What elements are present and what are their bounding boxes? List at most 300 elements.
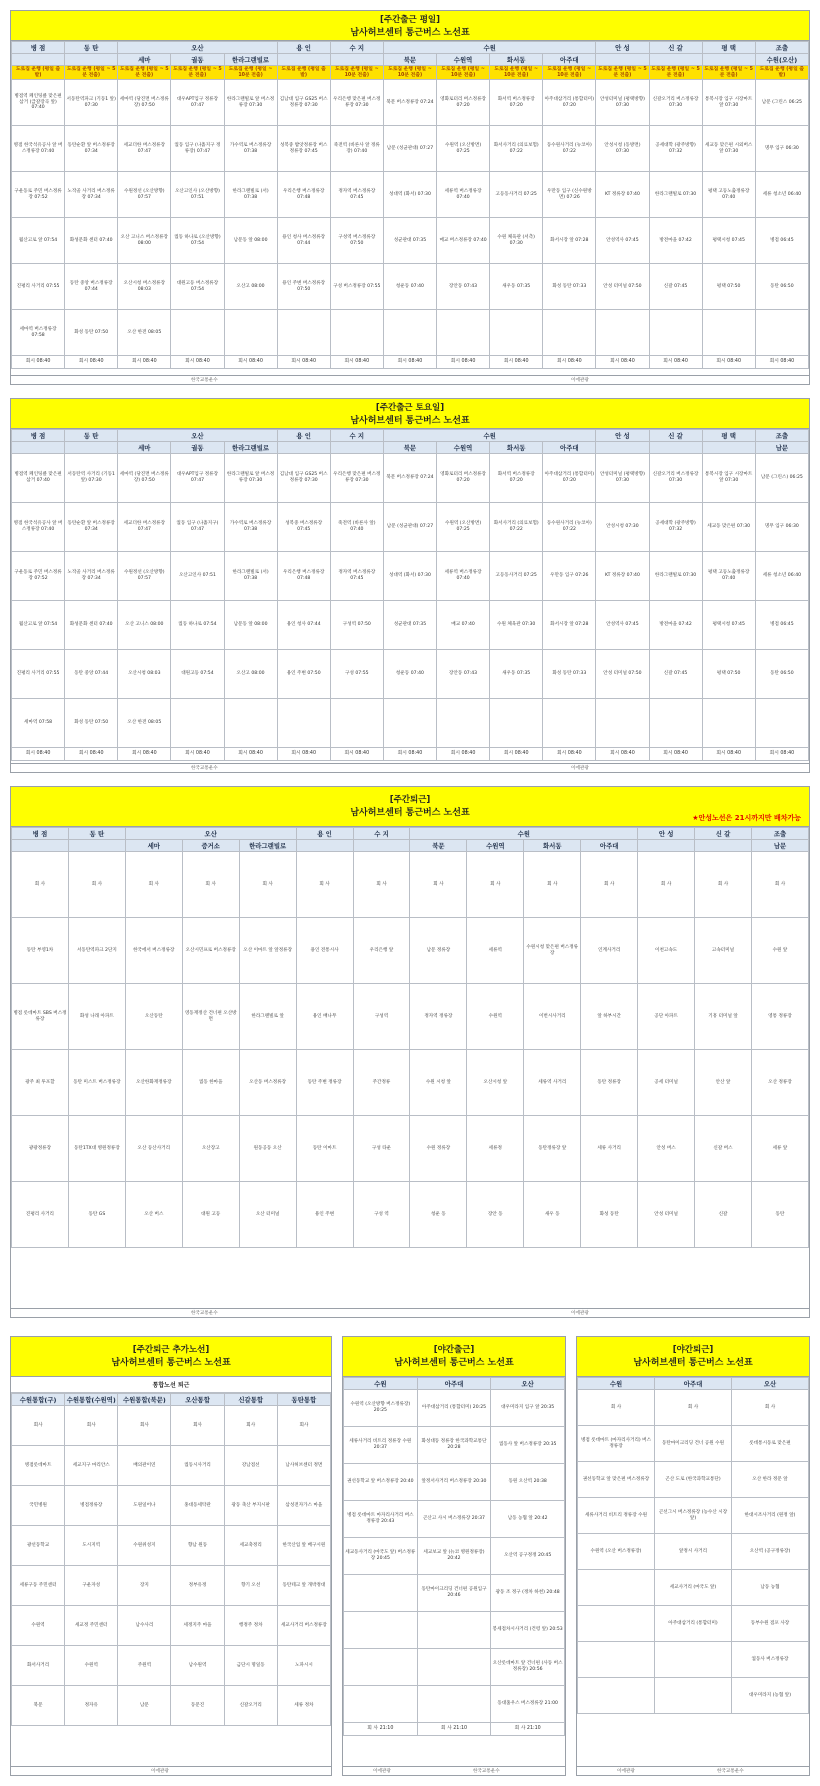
route-table — [343, 1377, 565, 1736]
stop-cell: 수원 앞 — [751, 918, 808, 984]
stop-cell: 세교사거리 (마국도 앞) — [655, 1570, 732, 1606]
stop-cell: 수원정선 (오산방향) 07:57 — [118, 552, 171, 601]
stop-cell: 노파시시 — [277, 1646, 330, 1686]
stop-cell: 동탄 이마트 — [296, 1116, 353, 1182]
stop-cell: 오산시민프로 버스정류장 — [182, 918, 239, 984]
stop-cell: 수원역 — [12, 1606, 65, 1646]
stop-cell: 오산 등산사거리 — [125, 1116, 182, 1182]
sheet-subtitle: 남사허브센터 통근버스 노선표 — [350, 808, 470, 818]
sub-header: 화서동 — [524, 840, 581, 852]
stop-cell: 구성 역 — [353, 1182, 410, 1248]
stop-cell: 세류사거리 비트리 정류장 수원 20:37 — [344, 1427, 418, 1464]
table-row — [344, 1612, 565, 1649]
stop-cell: 영화로터리 버스정류장 07:20 — [437, 454, 490, 503]
stop-cell: 영화로터리 버스정류장 07:20 — [437, 80, 490, 126]
table-row — [12, 454, 809, 503]
stop-cell: 고등동사거리 07:25 — [490, 172, 543, 218]
schedule-note: 도로집 운행 (평일 ~ 5분 전출) — [596, 66, 649, 80]
night-morning-sheet — [342, 1336, 566, 1776]
table-row — [12, 1606, 331, 1646]
sub-header: 아주대 — [581, 840, 638, 852]
stop-cell: 매교 버스정류장 07:40 — [437, 218, 490, 264]
sub-header — [702, 54, 755, 66]
group-header: 수원 — [410, 828, 638, 840]
schedule-note: 도로집 운행 (평일 ~ 10분 전출) — [383, 66, 436, 80]
schedule-note: 도로집 운행 (평일 ~ 5분 전출) — [118, 66, 171, 80]
stop-cell: 화서사거리 (의료보험) 07:22 — [490, 126, 543, 172]
return-cell: 회시 08:40 — [490, 356, 543, 369]
stop-cell: 동탄순환 앞 버스정류장 07:34 — [65, 503, 118, 552]
stop-cell: 금단시 명일동 — [224, 1646, 277, 1686]
sub-header — [12, 840, 69, 852]
stop-cell: 대우미라지 (농협 앞) — [732, 1678, 809, 1714]
stop-cell: 서동탄역 사거리 (기동1 앞) 07:30 — [65, 454, 118, 503]
stop-cell: 광동 조 정구 (정차 하천) 20:48 — [491, 1575, 565, 1612]
stop-cell: 오산동 버스정류장 — [239, 1050, 296, 1116]
table-row — [12, 852, 809, 918]
stop-cell: 용인 청사 07:44 — [277, 601, 330, 650]
stop-cell: 동탄 중앙 07:44 — [65, 650, 118, 699]
column-header: 수원통합(수원역) — [65, 1394, 118, 1406]
stop-cell — [171, 310, 224, 356]
table-row — [12, 601, 809, 650]
stop-cell: 세류 앞 — [751, 1116, 808, 1182]
stop-cell: 회 사 — [353, 852, 410, 918]
stop-cell: 세류역 — [467, 918, 524, 984]
operator-label: 이에관광 — [617, 1769, 635, 1774]
table-row — [344, 1686, 565, 1723]
stop-cell: 정부유정 — [171, 1566, 224, 1606]
stop-cell: 궐동사 버스정류장 — [732, 1642, 809, 1678]
stop-cell: 구성 버스정류장 07:55 — [330, 264, 383, 310]
stop-cell: 오산 정류장 — [751, 1050, 808, 1116]
stop-cell: 병점 롯데마트 (마자리사거리) 버스정류장 — [578, 1426, 655, 1462]
group-header: 조출 — [751, 828, 808, 840]
column-header: 신갈통합 — [224, 1394, 277, 1406]
table-row — [578, 1390, 809, 1426]
stop-cell: 안성시청 (동방면) 07:30 — [596, 126, 649, 172]
sub-header — [277, 54, 330, 66]
stop-cell: 정자역 버스정류장 07:45 — [330, 552, 383, 601]
stop-cell: 세류역 버스정류장 07:40 — [437, 552, 490, 601]
stop-cell: 동탄 — [751, 1182, 808, 1248]
stop-cell: 고등동사거리 07:25 — [490, 552, 543, 601]
stop-cell: 동탄1TX대 병원정류장 — [68, 1116, 125, 1182]
stop-cell: 신갈오거리 버스정류장 07:30 — [649, 80, 702, 126]
stop-cell: 회 사 — [581, 852, 638, 918]
stop-cell: KT 정류장 07:40 — [596, 172, 649, 218]
stop-cell: 회사 — [12, 1406, 65, 1446]
stop-cell — [330, 310, 383, 356]
stop-cell: 회사 — [118, 1406, 171, 1446]
stop-cell: 세류구동 주민센터 — [12, 1566, 65, 1606]
sheet-footer — [343, 1766, 565, 1775]
stop-cell: 회사 — [65, 1406, 118, 1446]
sub-header — [65, 442, 118, 454]
stop-cell: 대원고등 07:54 — [171, 650, 224, 699]
stop-cell: 궐동 입구 (나흙지구 정류장) 07:47 — [171, 126, 224, 172]
group-header: 평 택 — [702, 42, 755, 54]
group-header: 수원 — [383, 430, 596, 442]
return-cell: 회시 08:40 — [12, 356, 65, 369]
stop-cell: 청운동 07:40 — [383, 264, 436, 310]
stop-cell — [224, 310, 277, 356]
stop-cell: 신갈오거리 — [224, 1686, 277, 1726]
stop-cell: 세마역 (당진면 버스정류장) 07:50 — [118, 454, 171, 503]
stop-cell: 세류정 — [467, 1116, 524, 1182]
return-cell: 회시 08:40 — [543, 356, 596, 369]
stop-cell: 대원 고등 — [182, 1182, 239, 1248]
return-cell: 회시 08:40 — [171, 356, 224, 369]
stop-cell — [383, 310, 436, 356]
stop-cell: 궐동 하나로 (오산방향) 07:54 — [171, 218, 224, 264]
stop-cell: 우리은행 맞은편 버스정류장 07:30 — [330, 80, 383, 126]
stop-cell: 회 사 — [524, 852, 581, 918]
stop-cell: 권선동학교 앞 맞은편 버스정류장 — [578, 1462, 655, 1498]
stop-cell: 통복시장 입구 시장마트 앞 07:30 — [702, 80, 755, 126]
stop-cell: 아주대삼거리 (통합터미) 07:20 — [543, 454, 596, 503]
stop-cell: 화서시장 앞 07:28 — [543, 218, 596, 264]
stop-cell: 화성 나래 아파트 — [68, 984, 125, 1050]
stop-cell: 정자역 버스정류장 07:45 — [330, 172, 383, 218]
stop-cell — [490, 699, 543, 748]
stop-cell: 한국에서 버스정류장 — [125, 918, 182, 984]
group-header: 신 갈 — [695, 828, 752, 840]
stop-cell: 회사 — [224, 1406, 277, 1446]
stop-cell: 회 사 — [12, 852, 69, 918]
stop-cell: 우리은행 버스정류장 07:48 — [277, 552, 330, 601]
return-cell: 회시 08:40 — [65, 748, 118, 761]
sub-header — [12, 54, 65, 66]
stop-cell — [702, 310, 755, 356]
stop-cell: 신갈 07:45 — [649, 264, 702, 310]
schedule-note: 도로집 운행 (평일 ~ 5분 전출) — [171, 66, 224, 80]
route-table — [11, 41, 809, 369]
stop-cell: 회 사 — [751, 852, 808, 918]
sub-header: 세마 — [118, 54, 171, 66]
header-row — [578, 1378, 809, 1390]
return-cell: 회 사 21:10 — [491, 1723, 565, 1736]
stop-cell: 노작골 사거리 버스정류장 07:34 — [65, 172, 118, 218]
stop-cell — [437, 699, 490, 748]
group-header: 동 탄 — [65, 430, 118, 442]
stop-cell: 동대홈우스 버스정류장 21:00 — [491, 1686, 565, 1723]
stop-cell: 안성터미널 (평택방향) 07:30 — [596, 454, 649, 503]
stop-cell: 용인 주변 07:50 — [277, 650, 330, 699]
schedule-note: 도로집 운행 (평일 ~ 10분 전출) — [437, 66, 490, 80]
group-header: 안 성 — [596, 430, 649, 442]
column-header: 오산 — [491, 1378, 565, 1390]
sheet-banner — [11, 11, 809, 41]
stop-cell: 수원시청 맞은편 버스정류장 — [524, 918, 581, 984]
operator-label: 한국교통운수 — [191, 378, 218, 383]
route-table — [11, 429, 809, 761]
stop-cell: 수원정선 (오산방향) 07:57 — [118, 172, 171, 218]
schedule-note-row — [12, 66, 809, 80]
stop-cell: 월산고로 앞 07:54 — [12, 601, 65, 650]
sheet-banner — [343, 1337, 565, 1377]
schedule-note: 도로집 운행 (평일 ~ 10분 전출) — [224, 66, 277, 80]
sheet-title: [주간출근 토요일] — [375, 403, 445, 413]
schedule-note: 도로집 운행 (평일 출발) — [12, 66, 65, 80]
sub-header: 남문 — [755, 442, 808, 454]
stop-cell: 북문 버스정류장 07:24 — [383, 80, 436, 126]
stop-cell: 회 사 — [638, 852, 695, 918]
stop-cell: 세마역 07:58 — [12, 699, 65, 748]
sub-header-row — [12, 54, 809, 66]
stop-cell — [417, 1649, 491, 1686]
stop-cell: 남문 (그린스) 06:25 — [755, 454, 808, 503]
stop-cell: 성복중 버스정류장 07:45 — [277, 503, 330, 552]
stop-cell: 가수역로 버스정류장 07:38 — [224, 503, 277, 552]
stop-cell: 우리은행 맞은편 버스정류장 07:30 — [330, 454, 383, 503]
table-row — [12, 1686, 331, 1726]
stop-cell: 평택 07:50 — [702, 650, 755, 699]
operator-label: 한국교통운수 — [191, 1311, 218, 1316]
stop-cell: 수원역 (오산방면) 07:25 — [437, 126, 490, 172]
column-header: 수원통합(북문) — [118, 1394, 171, 1406]
stop-cell: 공세 터미널 — [638, 1050, 695, 1116]
stop-cell: 오산동탄 — [125, 984, 182, 1050]
stop-cell: 구성 타운 — [353, 1116, 410, 1182]
stop-cell: 남문 — [118, 1686, 171, 1726]
column-header: 오산 — [732, 1378, 809, 1390]
stop-cell: 롯데통시동로 맞은편 — [732, 1426, 809, 1462]
stop-cell: 남수원역 — [171, 1646, 224, 1686]
stop-cell: 동탄정류장 앞 — [524, 1116, 581, 1182]
schedule-note: 도로집 운행 (평일 ~ 5분 전출) — [649, 66, 702, 80]
stop-cell: 동탄테크 앞 개박정대 — [277, 1566, 330, 1606]
stop-cell: 회사 — [171, 1406, 224, 1446]
stop-cell: 북문 — [12, 1686, 65, 1726]
stop-cell: 병점 롯데마트 마자리사거리 버스정류장 20:43 — [344, 1501, 418, 1538]
stop-cell — [437, 310, 490, 356]
stop-cell: 원동공동 오산 — [239, 1116, 296, 1182]
table-row — [12, 218, 809, 264]
stop-cell: 병점역 페인팅클 맞은편 삼거 (급갈장곡 앞) 07:40 — [12, 80, 65, 126]
stop-cell: 동탄 GS — [68, 1182, 125, 1248]
stop-cell — [596, 699, 649, 748]
stop-cell: 정자유 — [65, 1686, 118, 1726]
sub-header — [638, 840, 695, 852]
stop-cell: 병점 한국석유공사 앞 버스정류장 07:40 — [12, 503, 65, 552]
stop-cell: 안성역사 07:45 — [596, 601, 649, 650]
stop-cell: 평택 07:50 — [702, 264, 755, 310]
group-header: 병 점 — [12, 42, 65, 54]
return-cell: 회시 08:40 — [383, 748, 436, 761]
stop-cell: 남문 (성균관대) 07:27 — [383, 503, 436, 552]
stop-cell: 화서시장 앞 07:28 — [543, 601, 596, 650]
schedule-note: 도로집 운행 (평일 출발) — [277, 66, 330, 80]
stop-cell: 궐동 입구 (나흙지구) 07:47 — [171, 503, 224, 552]
sheet-subtitle: 남사허브센터 통근버스 노선표 — [394, 1358, 514, 1368]
stop-cell — [755, 310, 808, 356]
stop-cell: 장안동 07:43 — [437, 264, 490, 310]
sheet-subtitle: 남사허브센터 통근버스 노선표 — [111, 1358, 231, 1368]
stop-cell: 구운동로 주민 버스정류장 07:52 — [12, 172, 65, 218]
sheet-footer — [11, 1308, 809, 1317]
sub-header: 아주대 — [543, 54, 596, 66]
stop-cell: 병점롯데마트 — [12, 1446, 65, 1486]
stop-cell: 영동재정산 건너편 오산방면 — [182, 984, 239, 1050]
stop-cell: 세류사거리 비트리 정류장 수원 — [578, 1498, 655, 1534]
sheet-footer — [11, 1766, 331, 1775]
stop-cell: 성대역 (화서) 07:30 — [383, 552, 436, 601]
table-row — [12, 1526, 331, 1566]
table-row — [578, 1678, 809, 1714]
group-header: 신 갈 — [649, 42, 702, 54]
stop-cell: 삼성전자가스 마을 — [277, 1486, 330, 1526]
table-row — [578, 1534, 809, 1570]
stop-cell: 오산 버스 — [125, 1182, 182, 1248]
stop-cell: 병점 06:45 — [755, 601, 808, 650]
table-row — [12, 126, 809, 172]
stop-cell: 인계사거리 — [581, 918, 638, 984]
stop-cell: 남사허브센터 정면 — [277, 1446, 330, 1486]
stop-cell: 오산시청 08:03 — [118, 650, 171, 699]
sub-header — [702, 442, 755, 454]
table-row — [12, 1486, 331, 1526]
group-header: 동 탄 — [68, 828, 125, 840]
stop-cell: 권선동학교 앞 버스정류장 20:40 — [344, 1464, 418, 1501]
table-row — [12, 1446, 331, 1486]
stop-cell: 오산고 08:00 — [224, 264, 277, 310]
stop-cell: 기흥 터미널 앞 — [695, 984, 752, 1050]
stop-cell: 세마역 (당진면 버스정류장) 07:50 — [118, 80, 171, 126]
table-row — [578, 1570, 809, 1606]
stop-cell: 용인 주변 버스정류장 07:50 — [277, 264, 330, 310]
table-row — [344, 1649, 565, 1686]
stop-cell: 세교더한 버스정류장 07:47 — [118, 126, 171, 172]
stop-cell: 세류 사거리 — [581, 1116, 638, 1182]
return-cell: 회시 08:40 — [649, 356, 702, 369]
stop-cell: 진평리 사거리 07:55 — [12, 264, 65, 310]
stop-cell: 오산 한전 08:05 — [118, 699, 171, 748]
group-header: 오산 — [125, 828, 296, 840]
stop-cell: 궐동 하나로 07:54 — [171, 601, 224, 650]
weekday-morning-sheet — [10, 10, 810, 385]
stop-cell: 병점 한국석유공사 앞 버스정류장 07:40 — [12, 126, 65, 172]
sub-header — [649, 54, 702, 66]
stop-cell: 방전마을 07:42 — [649, 218, 702, 264]
stop-cell: 수원역 — [467, 984, 524, 1050]
table-row — [578, 1642, 809, 1678]
stop-cell: 평택 고등노출정류장 07:40 — [702, 172, 755, 218]
sub-header: 수원(오산) — [755, 54, 808, 66]
sheet-title: [야간퇴근] — [672, 1345, 714, 1355]
stop-cell: 구성역 07:50 — [330, 601, 383, 650]
stop-cell: 청운동 07:40 — [383, 650, 436, 699]
operator-label: 한국교통운수 — [191, 766, 218, 771]
sub-header — [649, 442, 702, 454]
stop-cell: 세교보교 앞 (뉴코 병원정류장) 20:42 — [417, 1538, 491, 1575]
stop-cell: 동수원사거리 (뉴코아) 07:22 — [543, 126, 596, 172]
table-row — [12, 80, 809, 126]
stop-cell: 안성 터미널 07:50 — [596, 264, 649, 310]
table-row — [12, 172, 809, 218]
stop-cell: 이번시사거리 — [524, 984, 581, 1050]
stop-cell: 세교사거리 버스정류장 — [277, 1606, 330, 1646]
stop-cell: 청운 동 — [410, 1182, 467, 1248]
stop-cell: 동탄 중앙 버스정류장 07:44 — [65, 264, 118, 310]
stop-cell: 화성 동탄 — [581, 1182, 638, 1248]
stop-cell: 화성 동탄 07:33 — [543, 650, 596, 699]
stop-cell: 안산 앞 — [695, 1050, 752, 1116]
stop-cell: 장안 동 — [467, 1182, 524, 1248]
group-header: 수 지 — [353, 828, 410, 840]
stop-cell: 세류 정차 — [277, 1686, 330, 1726]
stop-cell: 명무 입구 06:30 — [755, 126, 808, 172]
stop-cell: 도원일어나 — [118, 1486, 171, 1526]
stop-cell: 회 사 — [239, 852, 296, 918]
stop-cell: 강남점선 — [224, 1446, 277, 1486]
stop-cell: 용인 청사 버스정류장 07:44 — [277, 218, 330, 264]
stop-cell — [655, 1678, 732, 1714]
return-cell: 회시 08:40 — [118, 748, 171, 761]
sub-header: 수원역 — [437, 442, 490, 454]
sub-header: 세마 — [118, 442, 171, 454]
stop-cell: 세교축정리 — [224, 1526, 277, 1566]
stop-cell: 동탄 06:50 — [755, 650, 808, 699]
group-header: 수 지 — [330, 430, 383, 442]
weekday-evening-sheet — [10, 786, 810, 1318]
stop-cell: 한라그랜빌로 앞 버스정류장 07:30 — [224, 80, 277, 126]
stop-cell: 이천고속도 — [638, 918, 695, 984]
stop-cell: 구성역 — [353, 984, 410, 1050]
sub-header: 화서동 — [490, 54, 543, 66]
stop-cell: 한라그랜빌로 07:30 — [649, 172, 702, 218]
stop-cell: 동탄 부영1차 — [12, 918, 69, 984]
stop-cell: 궐동사 앞 버스정류장 20:35 — [491, 1427, 565, 1464]
sheet-subtitle: 남사허브센터 통근버스 노선표 — [350, 28, 470, 38]
stop-cell: 향남 원동 — [171, 1526, 224, 1566]
stop-cell — [490, 310, 543, 356]
stop-cell: 안성시청 07:30 — [596, 503, 649, 552]
stop-cell: 한국산업 앞 배구시원 — [277, 1526, 330, 1566]
stop-cell: 회 사 — [695, 852, 752, 918]
stop-cell: 화서사거리 (의료보험) 07:22 — [490, 503, 543, 552]
sub-header: 한라그랜빌로 — [224, 54, 277, 66]
stop-cell: 화성대동 정류장 한국과학교통단 20:28 — [417, 1427, 491, 1464]
stop-cell: 안성 버스 — [638, 1116, 695, 1182]
stop-cell — [344, 1575, 418, 1612]
return-cell: 회시 08:40 — [543, 748, 596, 761]
stop-cell: 대원고등 버스정류장 07:54 — [171, 264, 224, 310]
stop-cell: 수원역 (오산방면) 07:25 — [437, 503, 490, 552]
stop-cell: 북문 버스정류장 07:24 — [383, 454, 436, 503]
stop-cell: 성대역 (화서) 07:30 — [383, 172, 436, 218]
stop-cell: 월산고로 앞 07:54 — [12, 218, 65, 264]
return-cell: 회시 08:40 — [596, 356, 649, 369]
schedule-note: 도로집 운행 (평일 ~ 5분 전출) — [702, 66, 755, 80]
stop-cell: 앞정서사거리 버스정류장 20:30 — [417, 1464, 491, 1501]
stop-cell: 궐동시사거리 — [171, 1446, 224, 1486]
route-table — [577, 1377, 809, 1714]
stop-cell: 앞 하부시간 — [581, 984, 638, 1050]
sheet-footer — [11, 375, 809, 384]
extra-evening-sheet — [10, 1336, 332, 1776]
return-cell: 회시 08:40 — [649, 748, 702, 761]
return-cell: 회시 08:40 — [437, 356, 490, 369]
sheet-banner — [11, 1337, 331, 1377]
sheet-title: [야간출근] — [433, 1345, 475, 1355]
stop-cell: 화서역 버스정류장 07:20 — [490, 454, 543, 503]
stop-cell — [578, 1570, 655, 1606]
stop-cell: 배의관이연 — [118, 1446, 171, 1486]
sub-header: 증거소 — [182, 840, 239, 852]
stop-cell — [596, 310, 649, 356]
stop-cell: 성복중 밥앗정류장 버스정류장 07:45 — [277, 126, 330, 172]
